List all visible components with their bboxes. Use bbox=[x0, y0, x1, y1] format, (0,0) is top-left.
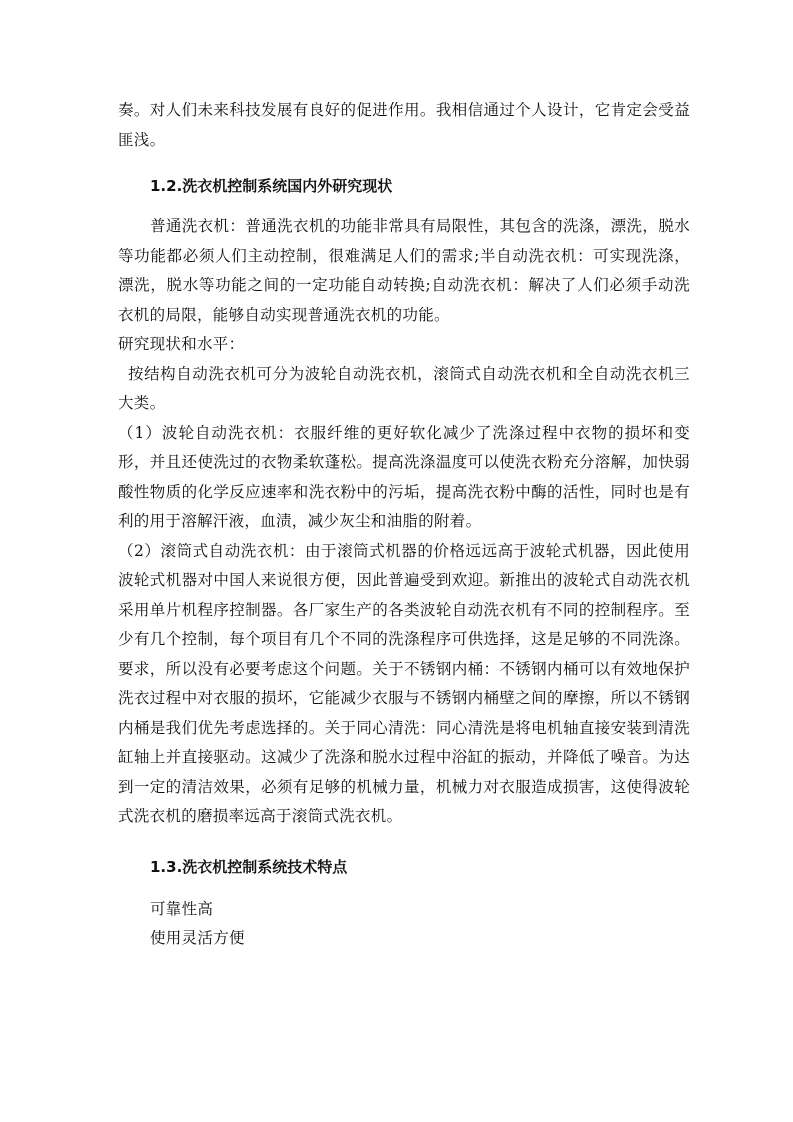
feature-item-reliability: 可靠性高 bbox=[150, 899, 214, 918]
section-heading-1-2: 1.2.洗衣机控制系统国内外研究现状 bbox=[150, 177, 393, 195]
feature-item-flexibility: 使用灵活方便 bbox=[150, 929, 245, 947]
paragraph-continued: 奏。对人们未来科技发展有良好的促进作用。我相信通过个人设计，它肯定会受益匪浅。 bbox=[118, 101, 690, 149]
section-heading-1-3: 1.3.洗衣机控制系统技术特点 bbox=[150, 857, 348, 876]
paragraph-research-status-label: 研究现状和水平： bbox=[118, 335, 245, 353]
paragraph-pulsator: （1）波轮自动洗衣机：衣服纤维的更好软化减少了洗涤过程中衣物的损坏和变形，并且还使洗过的衣物柔软蓬松。提高洗涤温度可以使洗衣粉充分溶解，加快弱酸性物质的化学反应速率和洗衣粉中的污垢，提高洗衣粉中酶的活性，同时也是有利的用于溶解汗液，血渍，减少灰尘和油脂的附着。 bbox=[118, 423, 690, 530]
text-column bbox=[118, 96, 690, 954]
paragraph-washer-types: 普通洗衣机：普通洗衣机的功能非常具有局限性，其包含的洗涤，漂洗，脱水等功能都必须人们主动控制，很难满足人们的需求;半自动洗衣机：可实现洗涤，漂洗，脱水等功能之间的一定功能自动转换;自动洗衣机：解决了人们必须手动洗衣机的局限，能够自动实现普通洗衣机的功能。 bbox=[118, 217, 690, 324]
paragraph-drum: （2）滚筒式自动洗衣机：由于滚筒式机器的价格远远高于波轮式机器，因此使用波轮式机器对中国人来说很方便，因此普遍受到欢迎。新推出的波轮式自动洗衣机采用单片机程序控制器。各厂家生产的各类波轮自动洗衣机有不同的控制程序。至少有几个控制，每个项目有几个不同的洗涤程序可供选择，这是足够的不同洗涤。要求，所以没有必要考虑这个问题。关于不锈钢内桶：不锈钢内桶可以有效地保护洗衣过程中对衣服的损坏，它能减少衣服与不锈钢内桶壁之间的摩擦，所以不锈钢内桶是我们优先考虑选择的。关于同心清洗：同心清洗是将电机轴直接安装到清洗缸轴上并直接驱动。这减少了洗涤和脱水过程中浴缸的振动，并降低了噪音。为达到一定的清洁效果，必须有足够的机械力量，机械力对衣服造成损害，这使得波轮式洗衣机的磨损率远高于滚筒式洗衣机。 bbox=[118, 541, 690, 825]
paragraph-classification: 按结构自动洗衣机可分为波轮自动洗衣机，滚筒式自动洗衣机和全自动洗衣机三大类。 bbox=[118, 364, 690, 412]
